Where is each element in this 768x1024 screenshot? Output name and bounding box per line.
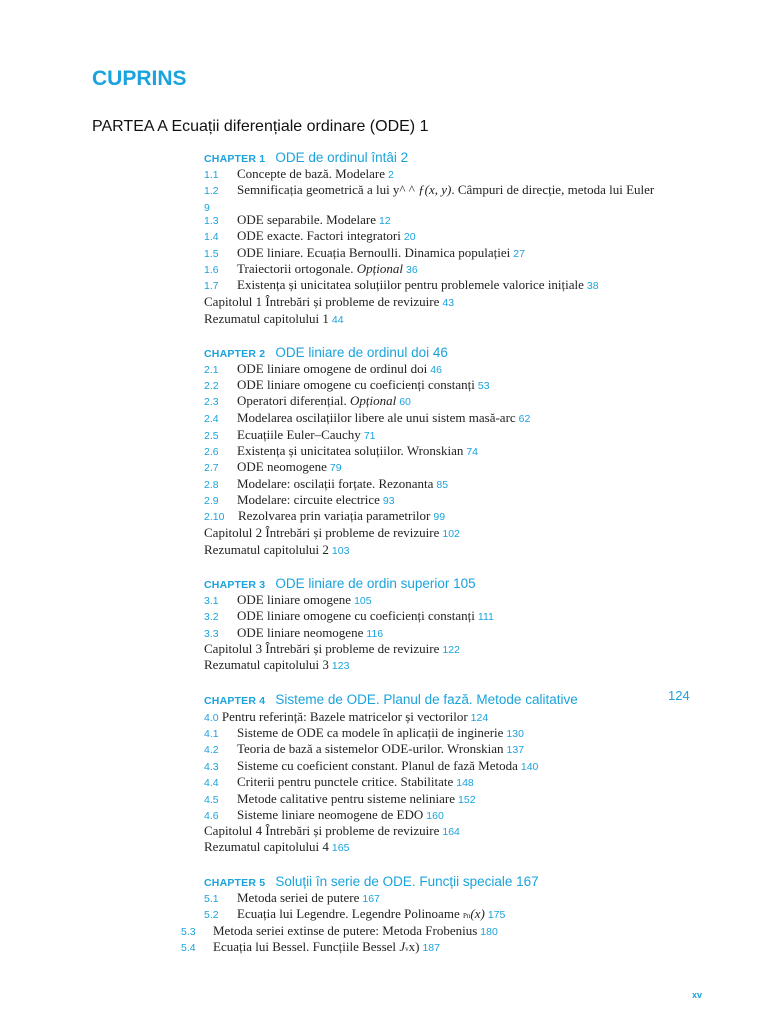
toc-entry-review[interactable]: Capitolul 4 Întrebări și probleme de revizuire 164 [204,823,460,838]
page-folio: xv [692,990,703,1000]
toc-entry[interactable]: 1.2 Semnificația geometrică a lui y^ ^ ƒ(x, y). Câmpuri de direcție, metoda lui Euler [204,182,655,197]
toc-entry[interactable]: 5.1 Metoda seriei de putere 167 [204,890,380,905]
toc-entry-summary[interactable]: Rezumatul capitolului 4 165 [204,839,350,854]
toc-entry[interactable]: 4.1 Sisteme de ODE ca modele în aplicații de inginerie 130 [204,725,524,740]
toc-entry[interactable]: 2.8 Modelare: oscilații forțate. Rezonanta 85 [204,476,449,491]
toc-entry[interactable]: 2.7 ODE neomogene 79 [204,459,342,474]
toc-entry[interactable]: 2.4 Modelarea oscilațiilor libere ale unui sistem masă-arc 62 [204,410,531,425]
toc-entry[interactable]: 4.2 Teoria de bază a sistemelor ODE-urilor. Wronskian 137 [204,741,525,756]
toc-entry[interactable]: 1.1 Concepte de bază. Modelare 2 [204,166,394,181]
chapter-title: Sisteme de ODE. Planul de fază. Metode calitative [275,692,578,707]
toc-entry[interactable]: 2.2 ODE liniare omogene cu coeficienți constanți 53 [204,377,490,392]
chapter-label: CHAPTER 3 [204,579,266,591]
toc-entry[interactable]: 2.10 Rezolvarea prin variația parametrilor 99 [204,508,446,523]
chapter-title: ODE liniare de ordinul doi 46 [275,345,448,360]
toc-entry-summary[interactable]: Rezumatul capitolului 1 44 [204,311,344,326]
toc-entry-review[interactable]: Capitolul 2 Întrebări și probleme de revizuire 102 [204,525,460,540]
toc-entry[interactable]: 1.5 ODE liniare. Ecuația Bernoulli. Dinamica populației 27 [204,245,525,260]
toc-entry-summary[interactable]: Rezumatul capitolului 2 103 [204,542,350,557]
chapter-label: CHAPTER 5 [204,877,266,889]
chapter-heading[interactable] [204,873,539,891]
chapter-title: ODE de ordinul întâi 2 [275,150,409,165]
toc-entry[interactable]: 3.2 ODE liniare omogene cu coeficienți constanți 111 [204,608,494,623]
chapter-heading[interactable] [204,575,476,593]
chapter-label: CHAPTER 1 [204,153,266,165]
toc-entry[interactable]: 4.3 Sisteme cu coeficient constant. Planul de fază Metoda 140 [204,758,539,773]
toc-entry[interactable]: 3.3 ODE liniare neomogene 116 [204,625,384,640]
toc-entry[interactable]: 2.9 Modelare: circuite electrice 93 [204,492,395,507]
toc-entry[interactable]: 3.1 ODE liniare omogene 105 [204,592,372,607]
toc-entry[interactable]: 1.3 ODE separabile. Modelare 12 [204,212,391,227]
chapter-title: Soluții în serie de ODE. Funcții speciale 167 [275,874,539,889]
page-title: CUPRINS [92,67,187,90]
toc-entry[interactable]: 5.2 Ecuația lui Legendre. Legendre Polinoame Pn(x) 175 [204,906,506,921]
toc-entry[interactable]: 4.0 Pentru referință: Bazele matricelor și vectorilor 124 [204,709,489,724]
toc-entry[interactable]: 4.5 Metode calitative pentru sisteme neliniare 152 [204,791,476,806]
toc-entry[interactable]: 1.6 Traiectorii ortogonale. Opțional 36 [204,261,418,276]
chapter-label: CHAPTER 4 [204,695,266,707]
toc-entry-review[interactable]: Capitolul 3 Întrebări și probleme de revizuire 122 [204,641,460,656]
toc-entry[interactable]: 2.1 ODE liniare omogene de ordinul doi 46 [204,361,442,376]
chapter-heading[interactable] [204,691,578,709]
toc-page-number[interactable]: 9 [204,202,210,214]
toc-entry[interactable]: 4.4 Criterii pentru punctele critice. Stabilitate 148 [204,774,474,789]
toc-entry[interactable]: 1.7 Existența și unicitatea soluțiilor pentru problemele valorice inițiale 38 [204,277,599,292]
toc-entry[interactable]: 4.6 Sisteme liniare neomogene de EDO 160 [204,807,444,822]
chapter-label: CHAPTER 2 [204,348,266,360]
toc-entry[interactable]: 5.4 Ecuația lui Bessel. Funcțiile Bessel Jvx) 187 [181,939,440,954]
chapter-heading[interactable] [204,149,408,167]
chapter-heading[interactable] [204,344,448,362]
toc-entry-review[interactable]: Capitolul 1 Întrebări și probleme de revizuire 43 [204,294,455,309]
part-heading: PARTEA A Ecuații diferențiale ordinare (ODE) 1 [92,118,429,135]
chapter-page-number[interactable]: 124 [668,688,690,703]
toc-entry[interactable]: 2.6 Existența și unicitatea soluțiilor. Wronskian 74 [204,443,479,458]
toc-entry[interactable]: 1.4 ODE exacte. Factori integratori 20 [204,228,416,243]
chapter-title: ODE liniare de ordin superior 105 [275,576,476,591]
toc-entry-summary[interactable]: Rezumatul capitolului 3 123 [204,657,350,672]
toc-entry[interactable]: 5.3 Metoda seriei extinse de putere: Metoda Frobenius 180 [181,923,498,938]
toc-entry[interactable]: 2.5 Ecuațiile Euler–Cauchy 71 [204,427,376,442]
toc-entry[interactable]: 2.3 Operatori diferențial. Opțional 60 [204,393,411,408]
